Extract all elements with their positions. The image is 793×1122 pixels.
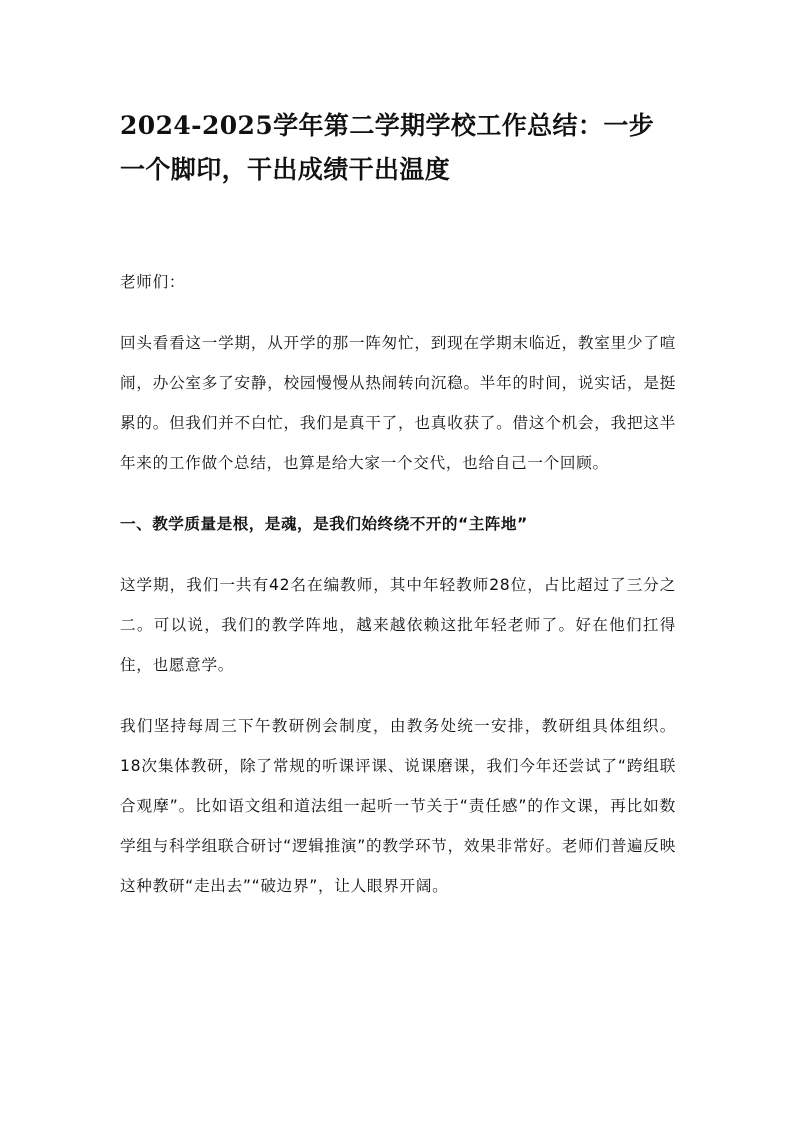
section-teaching-quality [120,504,676,906]
section-paragraph: 这学期，我们一共有42名在编教师，其中年轻教师28位，占比超过了三分之二。可以说，我们的教学阵地，越来越依赖这批年轻老师了。好在他们扛得住，也愿意学。 [120,576,676,674]
intro-paragraph: 回头看看这一学期，从开学的那一阵匆忙，到现在学期末临近，教室里少了喧闹，办公室多了安静，校园慢慢从热闹转向沉稳。半年的时间，说实话，是挺累的。但我们并不白忙，我们是真干了，也真收获了。借这个机会，我把这半年来的工作做个总结，也算是给大家一个交代，也给自己一个回顾。 [120,334,676,472]
document-page [120,104,676,906]
document-title: 2024-2025学年第二学期学校工作总结：一步一个脚印，干出成绩干出温度 [120,111,655,184]
section-heading: 一、教学质量是根，是魂，是我们始终绕不开的“主阵地” [120,515,528,533]
section-paragraph: 我们坚持每周三下午教研例会制度，由教务处统一安排，教研组具体组织。18次集体教研，除了常规的听课评课、说课磨课，我们今年还尝试了“跨组联合观摩”。比如语文组和道法组一起听一节关于“责任感”的作文课，再比如数学组与科学组联合研讨“逻辑推演”的教学环节，效果非常好。老师们普遍反映这种教研“走出去”“破边界”，让人眼界开阔。 [120,717,676,895]
salutation: 老师们： [120,273,186,291]
